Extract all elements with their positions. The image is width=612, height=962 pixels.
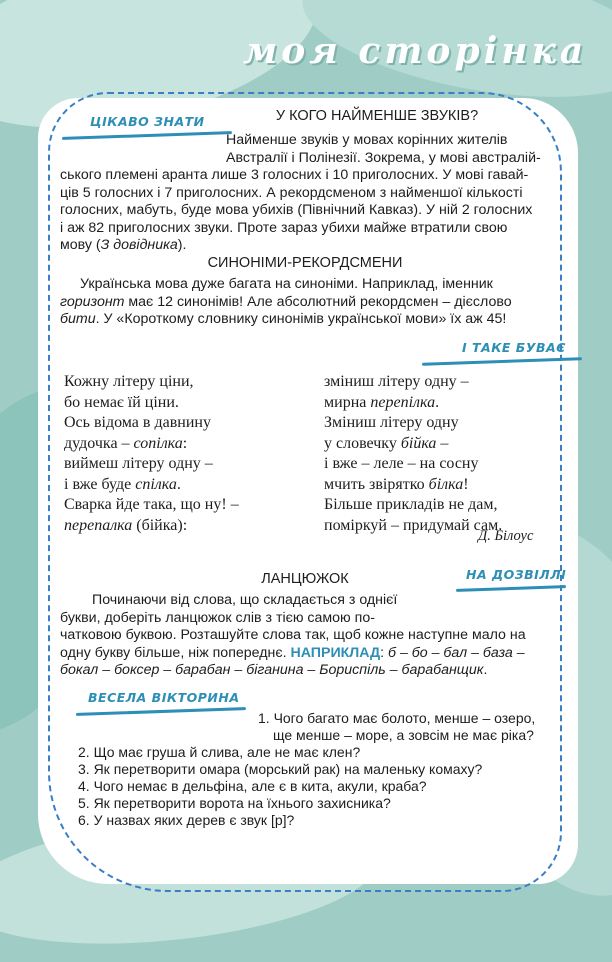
section1-last-line <box>60 237 564 255</box>
poem-line <box>64 475 239 496</box>
text: . <box>483 662 488 678</box>
page-title: моя сторінка <box>243 30 588 72</box>
example-italic: б – бо – бал – база – <box>388 644 525 661</box>
text: і вже буде <box>64 475 136 493</box>
poem-right-column <box>324 372 502 536</box>
section2-heading: СИНОНІМИ-РЕКОРДСМЕНИ <box>207 255 403 271</box>
label-text: І ТАКЕ БУВАЄ <box>462 340 566 355</box>
text: . У «Короткому словнику синонімів української мови» їх аж 45! <box>95 311 507 327</box>
poem-line <box>324 413 502 434</box>
poem-left-column <box>64 372 239 536</box>
poem-line <box>324 372 502 393</box>
quiz-question: 3. Як перетворити омара (морський рак) на маленьку комаху? <box>78 761 483 777</box>
section2-line <box>60 294 564 312</box>
text: Зміниш літеру одну <box>324 414 459 431</box>
text: ). <box>177 237 187 253</box>
text: Кожну літеру ціни, <box>64 373 194 390</box>
section3-line: букви, доберіть ланцюжок слів з тією самою по- <box>60 609 375 626</box>
label-i-take-buvae <box>462 340 566 355</box>
text: дудочка – <box>64 434 134 452</box>
section2-paragraph <box>60 276 564 329</box>
poem-line <box>64 495 239 516</box>
text: Більше прикладів не дам, <box>324 496 498 513</box>
text: Сварка йде така, що ну! – <box>64 496 239 513</box>
poem-line <box>324 454 502 475</box>
section1-heading: У КОГО НАЙМЕНШЕ ЗВУКІВ? <box>275 108 479 124</box>
section1-line: голосних, мабуть, буде мова убихів (Північний Кавказ). У ній 2 голосних <box>60 202 533 218</box>
word-italic: перепалка <box>64 516 133 534</box>
text: . <box>176 475 181 493</box>
text: зміниш літеру одну – <box>324 373 469 390</box>
section1-line: Австралії і Полінезії. Зокрема, у мові австралій- <box>226 149 541 166</box>
section2-line <box>60 311 564 329</box>
text: (бійка): <box>132 516 188 534</box>
text: бо немає їй ціни. <box>64 393 179 411</box>
poem-line <box>324 516 502 537</box>
quiz-list <box>78 710 535 829</box>
label-vesela-viktoryna <box>88 690 240 705</box>
poem-line <box>64 454 239 475</box>
text: – <box>436 434 449 452</box>
label-cikavo-znaty <box>90 114 205 129</box>
section3-line: чатковою буквою. Розташуйте слова так, щоб кожне наступне мало на <box>60 627 526 643</box>
word-italic: бійка <box>400 434 437 452</box>
section1-paragraph <box>60 132 564 255</box>
word-italic: перепілка <box>370 393 436 411</box>
poem-line <box>324 393 502 414</box>
quiz-question: 4. Чого немає в дельфіна, але є в кита, акули, краба? <box>78 778 427 794</box>
text: : <box>380 644 389 661</box>
word-italic: сопілка <box>133 434 183 452</box>
poem-line <box>324 495 502 516</box>
section3-line: Починаючи від слова, що складається з однієї <box>92 592 398 608</box>
text: виймеш літеру одну – <box>64 455 213 472</box>
section2-line: Українська мова дуже багата на синоніми. Наприклад, іменник <box>80 276 493 292</box>
text: мчить звірятко <box>324 475 429 493</box>
poem-author: Д. Білоус <box>478 528 534 544</box>
text: і вже – леле – на сосну <box>324 455 479 472</box>
word-italic: білка <box>428 475 464 493</box>
text: . <box>435 393 440 411</box>
label-text: ВЕСЕЛА ВІКТОРИНА <box>88 690 240 705</box>
quiz-question: 1. Чого багато має болото, менше – озеро, <box>258 710 536 726</box>
section1-line: і аж 82 приголосних звуки. Проте зараз убихи майже втратили свою <box>60 219 508 236</box>
section1-line: ців 5 голосних і 7 приголосних. А рекордсменом з найменшої кількості <box>60 184 523 201</box>
quiz-question: 6. У назвах яких дерев є звук [р]? <box>78 812 295 828</box>
text: : <box>182 434 188 452</box>
poem-line <box>64 413 239 434</box>
text: мирна <box>324 393 371 411</box>
text: мову ( <box>60 237 101 253</box>
source-italic: З довідника <box>100 237 178 253</box>
text: у словечку <box>324 434 401 452</box>
poem-line <box>324 475 502 496</box>
word-italic: бити <box>60 311 96 327</box>
section3-line <box>60 662 564 680</box>
label-na-dozvilli <box>466 567 566 582</box>
example-label: НАПРИКЛАД <box>290 644 381 661</box>
text: одну букву більше, ніж попереднє. <box>60 644 291 661</box>
poem-line <box>324 434 502 455</box>
example-italic: бокал – боксер – барабан – біганина – Бориспіль – барабанщик <box>60 662 484 678</box>
quiz-question: 5. Як перетворити ворота на їхнього захисника? <box>78 795 391 811</box>
text: Ось відома в давнину <box>64 414 211 431</box>
text: має 12 синонімів! Але абсолютний рекордсмен – дієслово <box>124 293 512 310</box>
section1-line: Найменше звуків у мовах корінних жителів <box>226 132 508 148</box>
poem-line <box>64 434 239 455</box>
poem-line <box>64 393 239 414</box>
word-italic: горизонт <box>60 293 125 310</box>
section3-line <box>60 645 564 663</box>
label-text: ЦІКАВО ЗНАТИ <box>90 114 205 129</box>
text: ! <box>463 475 469 493</box>
poem-line <box>64 372 239 393</box>
text: поміркуй – придумай сам. <box>324 516 503 534</box>
quiz-question: 2. Що має груша й слива, але не має клен? <box>78 744 361 760</box>
section3-heading: ЛАНЦЮЖОК <box>261 571 349 587</box>
label-text: НА ДОЗВІЛЛІ <box>466 567 567 582</box>
poem-line <box>64 516 239 537</box>
section1-line: ського племені аранта лише 3 голосних і 10 приголосних. У мові гавай- <box>60 167 529 183</box>
section3-paragraph <box>60 592 564 680</box>
word-italic: спілка <box>135 475 177 493</box>
quiz-question: ще менше – море, а зовсім не має ріка? <box>273 727 534 743</box>
